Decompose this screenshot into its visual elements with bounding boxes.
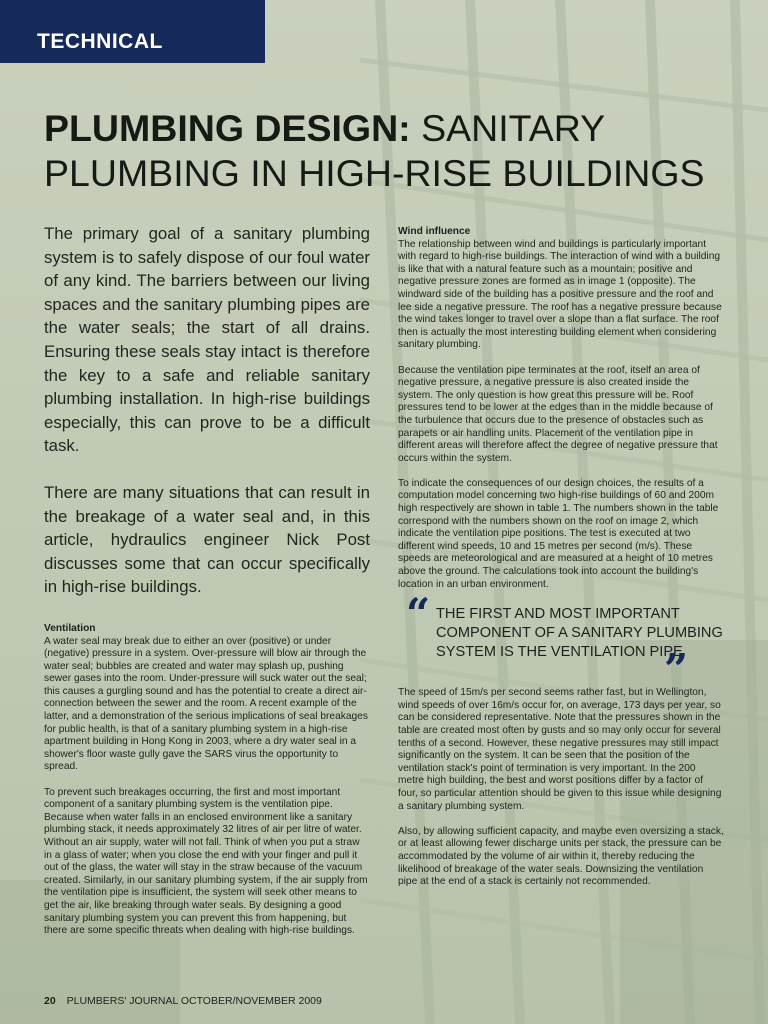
title-bold: PLUMBING DESIGN: <box>44 107 411 149</box>
section-heading-wind: Wind influence <box>398 226 471 237</box>
pull-quote-text: THE FIRST AND MOST IMPORTANT COMPONENT OF A SANITARY PLUMBING SYSTEM IS THE VENTILATION PIPE <box>436 606 723 661</box>
section-heading-ventilation: Ventilation <box>44 622 96 634</box>
body-paragraph: To indicate the consequences of our design choices, the results of a computation model concerning two high-rise buildings of 60 and 200m high respectively are shown in table 1. The numbers shown in the table correspond with the numbers shown on the roof on image 2, which indicate the ventilation pipe positions. The test is executed at two different wind speeds, 10 and 15 metres per second (m/s). These speeds are meteorological and are measured at a height of 10 metres above the ground. The calculations took into account the building's location in an urban environment. <box>398 477 719 590</box>
body-paragraph: To prevent such breakages occurring, the first and most important component of a sanitary plumbing system is the ventilation pipe. Because when water falls in an enclosed environment like a sanitary plumbing stack, it needs approximately 32 litres of air per litre of water. Without an air supply, water will not fall. Think of when you put a straw in a glass of water; when you close the end with your finger and pull it out of the glass, the water will stay in the straw because of the vacuum created. Similarly, in our sanitary plumbing system, if the air supply from the ventilation pipe is insufficient, the system will seek other means to get the air, like breaking through water seals. By designing a good sanitary plumbing system you can prevent this from happening, but there are some specific threats when dealing with high-rise buildings. <box>44 786 368 937</box>
page-footer <box>44 995 322 1007</box>
article-title <box>44 106 744 196</box>
lead-paragraph: The primary goal of a sanitary plumbing system is to safely dispose of our foul water of any kind. The barriers between our living spaces and the sanitary plumbing pipes are the water seals; the start of all drains. Ensuring these seals stay intact is therefore the key to a safe and reliable sanitary plumbing installation. In high-rise buildings especially, this can prove to be a difficult task. <box>44 224 370 456</box>
page-number: 20 <box>44 995 56 1007</box>
section-tag <box>0 0 265 63</box>
lead-paragraph: There are many situations that can result in the breakage of a water seal and, in this article, hydraulics engineer Nick Post discusses some that can occur specifically in high-rise buildings. <box>44 482 370 597</box>
body-paragraph: The speed of 15m/s per second seems rather fast, but in Wellington, wind speeds of over 16m/s occur for, on average, 173 days per year, so can be considered representative. Note that the pressures shown in the table are created most often by gusts and so may only occur for several tenths of a second. However, these negative pressures may still impact significantly on the system. It can be seen that the position of the ventilation stack's point of termination is very important. In the 200 metre high building, the best and worst positions differ by a factor of four, so particular attention should be given to this issue while designing a sanitary plumbing system. <box>398 687 722 812</box>
pull-quote <box>398 589 724 695</box>
body-paragraph: Because the ventilation pipe terminates at the roof, itself an area of negative pressure, a negative pressure is also created inside the system. The only question is how great this pressure will be. Roof pressures tend to be lower at the edges than in the middle because of the turbulence that occurs due to the presence of obstacles such as parapets or air handling units. Placement of the ventilation pipe in different areas will therefore affect the degree of negative pressure that occurs within the system. <box>398 364 718 464</box>
left-column <box>44 222 370 938</box>
body-paragraph: A water seal may break due to either an over (positive) or under (negative) pressure in a system. Over-pressure will blow air through the water seal; bubbles are created and water may splash up, pushing sewer gases into the room. Under-pressure will suck water out the seal; this causes a gurgling sound and has the potential to create a direct air-connection between the sewer and the room. A recent example of the latter, and a demonstration of the serious implications of seal breakages for public health, is that of a sanitary plumbing system in a high-rise apartment building in Hong Kong in 2003, where a dry water seal in a shower's floor waste gully gave the SARS virus the opportunity to spread. <box>44 635 368 773</box>
body-paragraph: The relationship between wind and buildings is particularly important with regard to high-rise buildings. The interaction of wind with a building is like that with a natural feature such as a mountain; positive and negative pressure zones are formed as in image 1 (opposite). The windward side of the building has a positive pressure and the roof and lee side a negative pressure. The roof has a negative pressure because the wind takes longer to travel over a slope than a flat surface. The roof then is actually the most interesting building element when considering sanitary plumbing. <box>398 238 722 351</box>
right-column <box>398 226 724 889</box>
body-paragraph: Also, by allowing sufficient capacity, and maybe even oversizing a stack, or at least allowing fewer discharge units per stack, the pressure can be accommodated by the volume of air within it, thereby reducing the likelihood of breakage of the water seals. Downsizing the ventilation pipe at the end of a stack is certainly not recommended. <box>398 825 724 888</box>
section-label: TECHNICAL <box>37 30 163 53</box>
open-quote-icon: “ <box>406 589 431 639</box>
title-light: SANITARY PLUMBING IN HIGH-RISE BUILDINGS <box>44 107 705 194</box>
publication-info: PLUMBERS' JOURNAL OCTOBER/NOVEMBER 2009 <box>66 995 322 1007</box>
close-quote-icon: ” <box>664 645 689 695</box>
